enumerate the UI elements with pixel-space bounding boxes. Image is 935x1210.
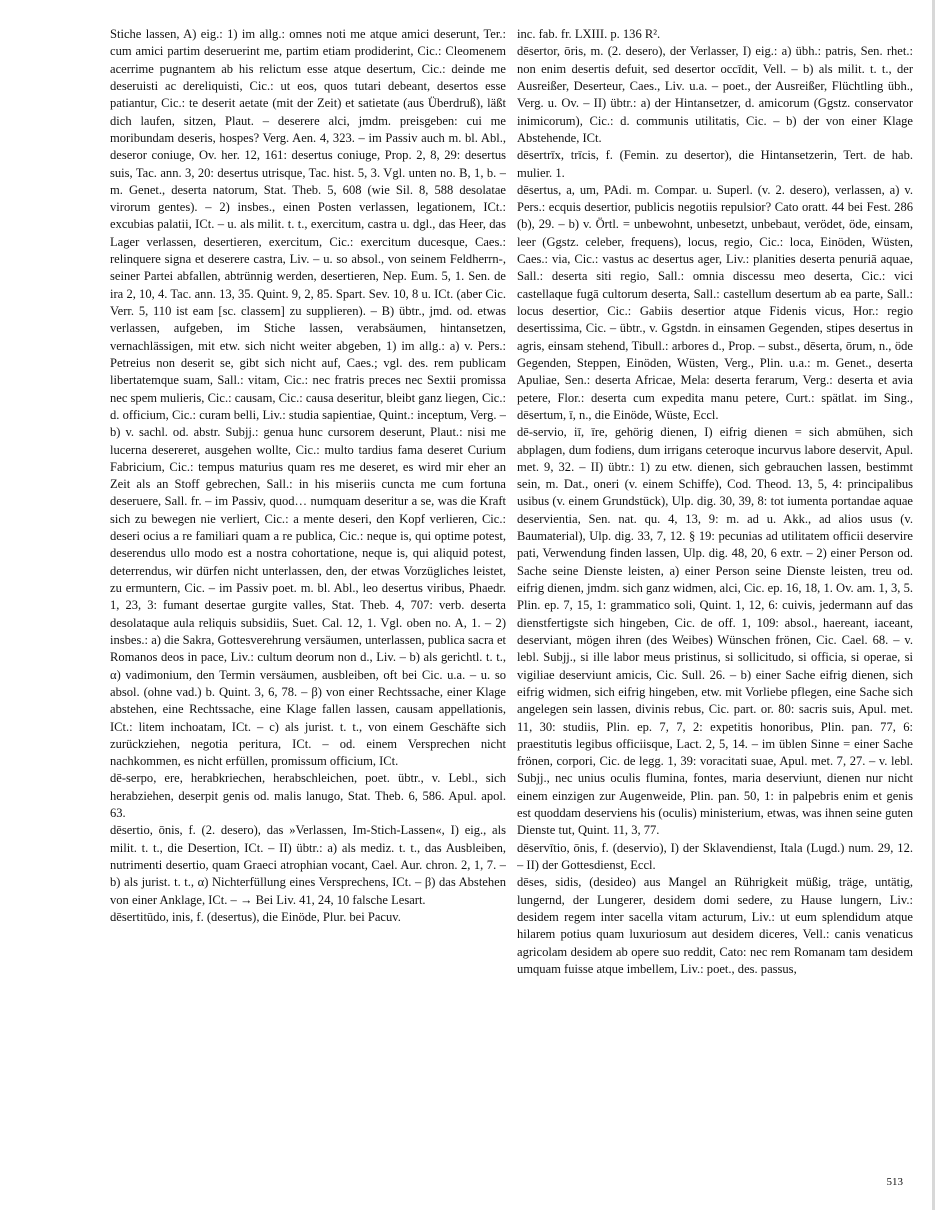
entry-deservitio: dēservītio, ōnis, f. (deservio), I) der Sklavendienst, Itala (Lugd.) num. 29, 12. – II) der Gottesdienst, Eccl. [517, 840, 913, 872]
entry-desertor: dēsertor, ōris, m. (2. desero), der Verlasser, I) eig.: a) übh.: patris, Sen. rhet.: non enim desertis defuit, sed desertor occīdit, Vell. – b) als milit. t. t., der Ausreißer, Deserteur, Caes., Liv. u.a. – poet., der Ausreißer, Flüchtling übh., Verg. u. Ov. – II) übtr.: a) der Hintansetzer, d. amicorum (Ggstz. conservator inimicorum), Cic.: d. communis utilitatis, Cic. – b) der von einer Klage Abstehende, ICt. [517, 44, 913, 145]
entry-deses: dēses, sidis, (desideo) aus Mangel an Rührigkeit müßig, träge, untätig, lungernd, der Lungerer, desidem domi sedere, zu Hause lungern, Liv.: desidem regem inter sacella vitam acturum, Liv.: ut eum splendidum atque hilarem potius quam luxuriosum aut desidem diceres, Vell.: canis venaticus agricolam desidem ab opere suo reddit, Cato: nec rem Romanam tam desidem umquam fuisse atque imbellem, Liv.: poet., des. passus, [517, 875, 913, 976]
entry-deserpo: dē-serpo, ere, herabkriechen, herabschleichen, poet. übtr., v. Lebl., sich herabziehen, deserpit genis od. malis lanugo, Stat. Theb. 6, 586. Apul. apol. 63. [110, 771, 506, 821]
entry-desertus: dēsertus, a, um, PAdi. m. Compar. u. Superl. (v. 2. desero), verlassen, a) v. Pers.: ecquis desertior, publicis negotiis repulsior? Cato oratt. 44 bei Fest. 286 (b), 29. – b) v. Örtl. = unbewohnt, unbesetzt, unbebaut, verödet, öde, einsam, leer (Ggstz. celeber, frequens), locus, regio, Cic.: loca, Einöden, Wüsten, Caes.: via, Cic.: vastus ac desertus ager, Liv.: planities deserta penuriā aquae, Sall.: deserta siti regio, Sall.: omnia discessu meo deserta, Cic.: vici castellaque fugā cultorum deserta, Sall.: castellum desertum ab ea parte, Sall.: locus desertior, Cic.: Gabiis desertior atque Fidenis vicus, Hor.: regio desertissima, Cic. – übtr., v. Ggstdn. in einsamen Gegenden, stipes desertus in agris, einsam stehend, Tibull.: arbores d., Prop. – subst., dēserta, ōrum, n., öde Gegenden, Steppen, Einöden, Wüsten, Verg., Plin. u.a.: m. Genet., deserta Apuliae, Sen.: deserta Africae, Mela: deserta ferarum, Verg.: deserta et avia petere, Flor.: deserta cum expedita manu petere, Curt.: spätlat. im Sing., dēsertum, ī, n., die Einöde, Wüste, Eccl. [517, 182, 913, 422]
entry-desertio: dēsertio, ōnis, f. (2. desero), das »Verlassen, Im-Stich-Lassen«, I) eig., als milit. t. t., die Desertion, ICt. – II) übtr.: a) als mediz. t. t., das Ausbleiben, nutrimenti desertio, quam Graeci atrophian vocant, Cael. Aur. chron. 2, 1, 7. – b) als jurist. t. t., α) Nichterfüllung eines Versprechens, ICt. – β) das Abstehen von einer Anklage, ICt. – → Bei Liv. 41, 24, 10 falsche Lesart. [110, 823, 506, 907]
entry-desertrix: dēsertrīx, trīcis, f. (Femin. zu desertor), die Hintansetzerin, Tert. de hab. mulier. 1. [517, 148, 913, 180]
left-column [110, 26, 506, 1176]
page-number: 513 [886, 1176, 903, 1188]
entry-deservio: dē-servio, iī, īre, gehörig dienen, I) eifrig dienen = sich abmühen, sich abplagen, dum fodiens, dum irrigans ceteroque incurvus labore deservit, Apul. met. 9, 32. – II) übtr.: 1) zu etw. dienen, sich gebrauchen lassen, bestimmt sein, m. Dat., oneri (v. einem Schiffe), Cod. Theod. 13, 5, 4: principalibus usibus (v. einem Grundstück), Ulp. dig. 30, 39, 8: tot iumenta portandae aquae deservientia, Sen. nat. qu. 4, 13, 9: m. ad u. Akk., ad alios usus (v. Baumaterial), Ulp. dig. 33, 7, 12. § 19: pecunias ad utilitatem officii deservire pati, Verwendung finden lassen, Ulp. dig. 48, 20, 6 extr. – 2) einer Person od. Sache seine Dienste leisten, a) einer Person seine Dienste leisten, treu od. eifrig dienen, jmdm. sich ganz widmen, alci, Cic. ep. 16, 18, 1. Ov. am. 1, 3, 5. Plin. ep. 7, 15, 1: grammatico soli, Quint. 1, 12, 6: cuivis, jedermann auf das dienstfertigste sich hingeben, Cic. de off. 1, 109: absol., haereant, iaceant, deserviant, mögen ihren (des Weibes) Wünschen frönen, Cic. Cael. 68. – v. lebl. Subjj., si ille labor meus pristinus, si sollicitudo, si officia, si operae, si vigiliae deserviunt amicis, Cic. Sull. 26. – b) einer Sache eifrig dienen, sich eifrig widmen, sich eifrig hingeben, etw. mit Vorliebe pflegen, eine Sache sich angelegen sein lassen, divinis rebus, Cic. part. or. 80: sacris suis, Apul. met. 11, 30: studiis, Plin. ep. 7, 7, 2: expetitis honoribus, Plin. pan. 77, 6: praestitutis legibus officiisque, Lact. 2, 5, 14. – im üblen Sinne = einer Sache frönen, corpori, Cic. de legg. 1, 39: voracitati suae, Apul. met. 7, 27. – v. lebl. Subjj., nec unius oculis flumina, fontes, maria deserviunt, dienen nur nicht einem einzigen zur Augenweide, Plin. pan. 50, 1: in palpebris enim et genis est quoddam deserviens his (oculis) ministerium, etwas, was ihnen seine guten Dienste tut, Quint. 11, 3, 77. [517, 425, 913, 838]
entry-desertitudo-continued: inc. fab. fr. LXIII. p. 136 R². [517, 27, 661, 41]
entry-desero-continued: Stiche lassen, A) eig.: 1) im allg.: omnes noti me atque amici deserunt, Ter.: cum amici partim deseruerint me, partim etiam prodiderint, Cic.: Cleomenem acerrime pugnantem ab his relictum esse atque desertum, Cic.: deinde me deseruisti ac dereliquisti, Cic.: ut eos, quos tutari debeant, desertos esse patiantur, Cic.: te deserit aetate (mit der Zeit) et satietate (aus Überdruß), läßt dich laufen, sitzen, Plaut. – deserere alci, jmdm. preisgeben: cui me moribundam deseris, hospes? Verg. Aen. 4, 323. – im Passiv auch m. bl. Abl., deseror coniuge, Ov. her. 12, 161: desertus coniuge, Prop. 2, 8, 29: desertus suis, Tac. ann. 3, 20: desertus utrisque, Tac. hist. 5, 3. Vgl. unten no. B, 1, b. – m. Genet., deserta natorum, Stat. Theb. 5, 608 (wie Sil. 8, 588 desolatae virorum gentes). – 2) insbes., einen Posten verlassen, legationem, ICt.: excubias palatii, ICt. – u. als milit. t. t., exercitum, castra u. dgl., das Heer, das Lager verlassen, desertieren, exercitum, Cic.: exercitum ducesque, Caes.: relinquere signa et deserere castra, Liv. – u. so absol., von seinem Feldherrn-, seiner Partei abfallen, abtrünnig werden, desertieren, Nep. Eum. 5, 1. Sen. de ira 2, 10, 4. Tac. ann. 13, 35. Quint. 9, 2, 85. Spart. Sev. 10, 8 u. ICt. (aber Cic. Verr. 5, 110 ist eam [sc. classem] zu supplieren). – B) übtr., jmd. od. etwas verlassen, aufgeben, im Stiche lassen, verabsäumen, hintansetzen, vernachlässigen, mit etw. sich nicht weiter abgeben, 1) im allg.: a) v. Pers.: Petreius non deserit se, gibt sich nicht auf, Caes.; vgl. des. rem publicam libertatemque suam, Sall.: vitam, Cic.: nec fratris preces nec Sextii promissa nec spem mulieris, Cic.: causam, Cic.: causa deseritur, bleibt ganz liegen, Cic.: d. officium, Cic.: curam belli, Liv.: studia sapientiae, Quint.: inceptum, Verg. – b) v. sachl. od. abstr. Subjj.: genua hunc cursorem deserunt, Plaut.: nisi me lucerna desereret, ausgehen wollte, Cic.: multo tardius fama deseret Curium Fabricium, Cic.: tempus maturius quam res me deseret, es wird mir eher an Zeit als an Stoff gebrechen, Sall.: in his miseriis cuncta me cum fortuna deseruere, Sall. fr. – im Passiv, quod… numquam deseritur a se, was die Kraft sich zu bewegen nie verliert, Cic.: a mente deseri, den Kopf verlieren, Cic.: deseri ocius a re familiari quam a re publica, Cic.: neque is, qui optime potest, deserendus ullo modo est a nostra cohortatione, neque is, qui aliquid potest, deterrendus, wir dürfen nicht unterlassen, den, der etwas Vorzügliches leistet, zu ermuntern, Cic. – im Passiv poet. m. bl. Abl., leo desertus viribus, Phaedr. 1, 23, 3: fumant desertae gurgite valles, Stat. Theb. 4, 707: verb. deserta desolataque aula reliquis subsidiis, Suet. Cal. 12, 1. Vgl. oben no. A, 1. – 2) insbes.: a) die Sakra, Gottesverehrung versäumen, unterlassen, publica sacra et Romanos deos in pace, Liv.: cultum deorum non d., Liv. – b) als gerichtl. t. t., α) vadimonium, den Termin versäumen, ausbleiben, oft bei Cic. u.a. – u. so absol. (ohne vad.) b. Quint. 3, 6, 78. – β) von einer Rechtssache, einer Klage abstehen, eine Rechtssache, eine Klage fallen lassen, causam appellationis, ICt.: litem inchoatam, ICt. – c) als jurist. t. t., von einem Geschäfte sich zurückziehen, negotia peritura, ICt. – od. einem Versprechen nicht nachkommen, es nicht erfüllen, promissum officium, ICt. [110, 27, 506, 769]
entry-desertitudo: dēsertitūdo, inis, f. (desertus), die Einöde, Plur. bei Pacuv. [110, 909, 401, 924]
right-column [517, 26, 913, 1176]
